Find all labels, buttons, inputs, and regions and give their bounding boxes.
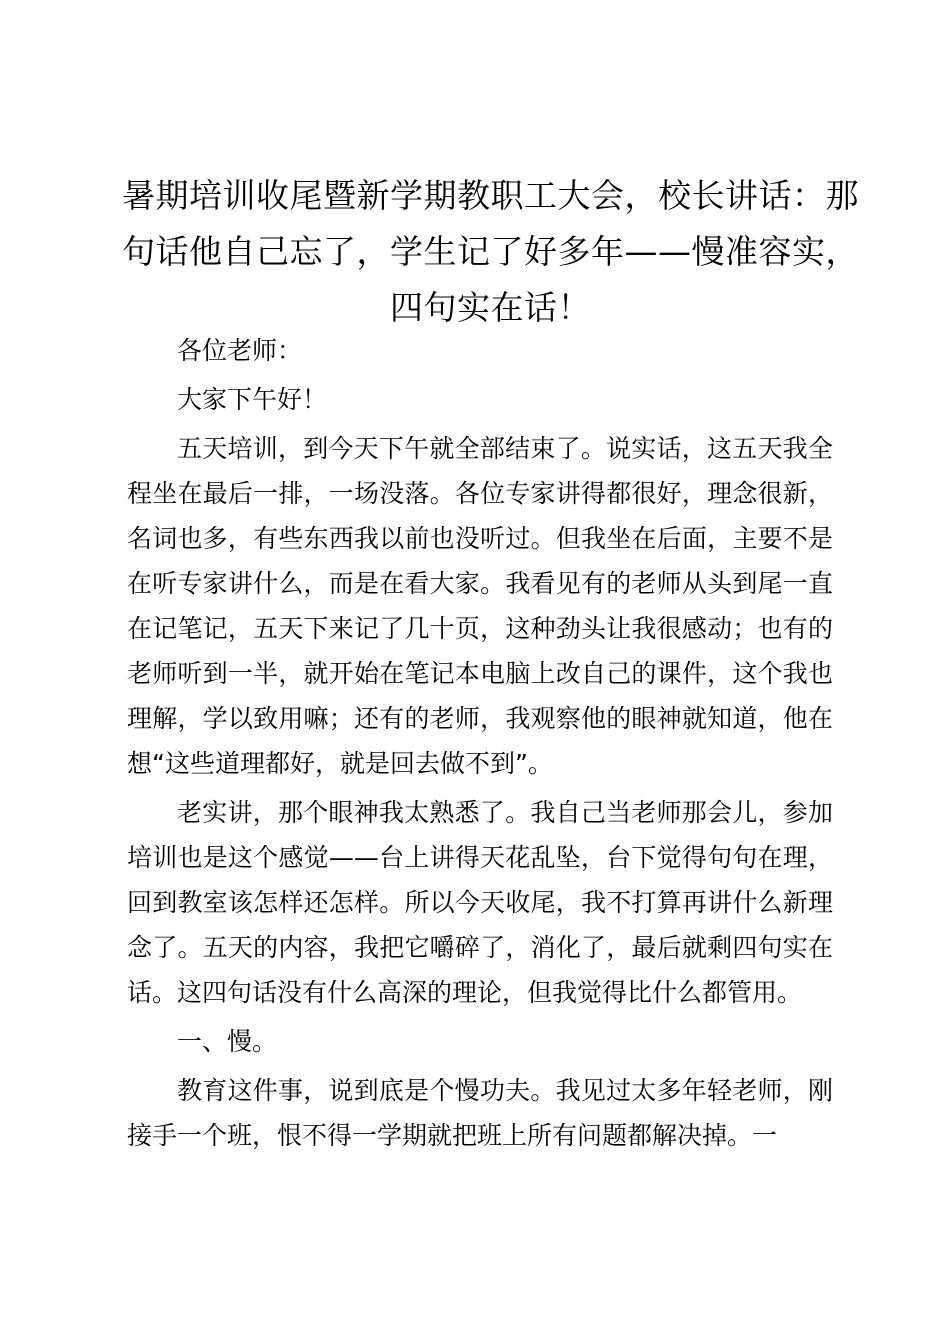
document-body (127, 328, 833, 1162)
greeting: 大家下午好！ (177, 385, 328, 414)
salutation: 各位老师： (177, 336, 303, 365)
paragraph: 教育这件事，说到底是个慢功夫。我见过太多年轻老师，刚接手一个班，恨不得一学期就把班上所有问题都解决掉。一 (127, 1076, 833, 1150)
paragraph: 老实讲，那个眼神我太熟悉了。我自己当老师那会儿，参加培训也是这个感觉——台上讲得天花乱坠，台下觉得句句在理，回到教室该怎样还怎样。所以今天收尾，我不打算再讲什么新理念了。五天的内容，我把它嚼碎了，消化了，最后就剩四句实在话。这四句话没有什么高深的理论，但我觉得比什么都管用。 (127, 798, 833, 1007)
document-title: 暑期培训收尾暨新学期教职工大会，校长讲话：那句话他自己忘了，学生记了好多年——慢准容实，四句实在话！ (122, 176, 859, 327)
section-heading: 一、慢。 (177, 1027, 278, 1056)
paragraph: 五天培训，到今天下午就全部结束了。说实话，这五天我全程坐在最后一排，一场没落。各位专家讲得都很好，理念很新，名词也多，有些东西我以前也没听过。但我坐在后面，主要不是在听专家讲什么，而是在看大家。我看见有的老师从头到尾一直在记笔记，五天下来记了几十页，这种劲头让我很感动；也有的老师听到一半，就开始在笔记本电脑上改自己的课件，这个我也理解，学以致用嘛；还有的老师，我观察他的眼神就知道，他在想“这些道理都好，就是回去做不到”。 (127, 434, 833, 778)
